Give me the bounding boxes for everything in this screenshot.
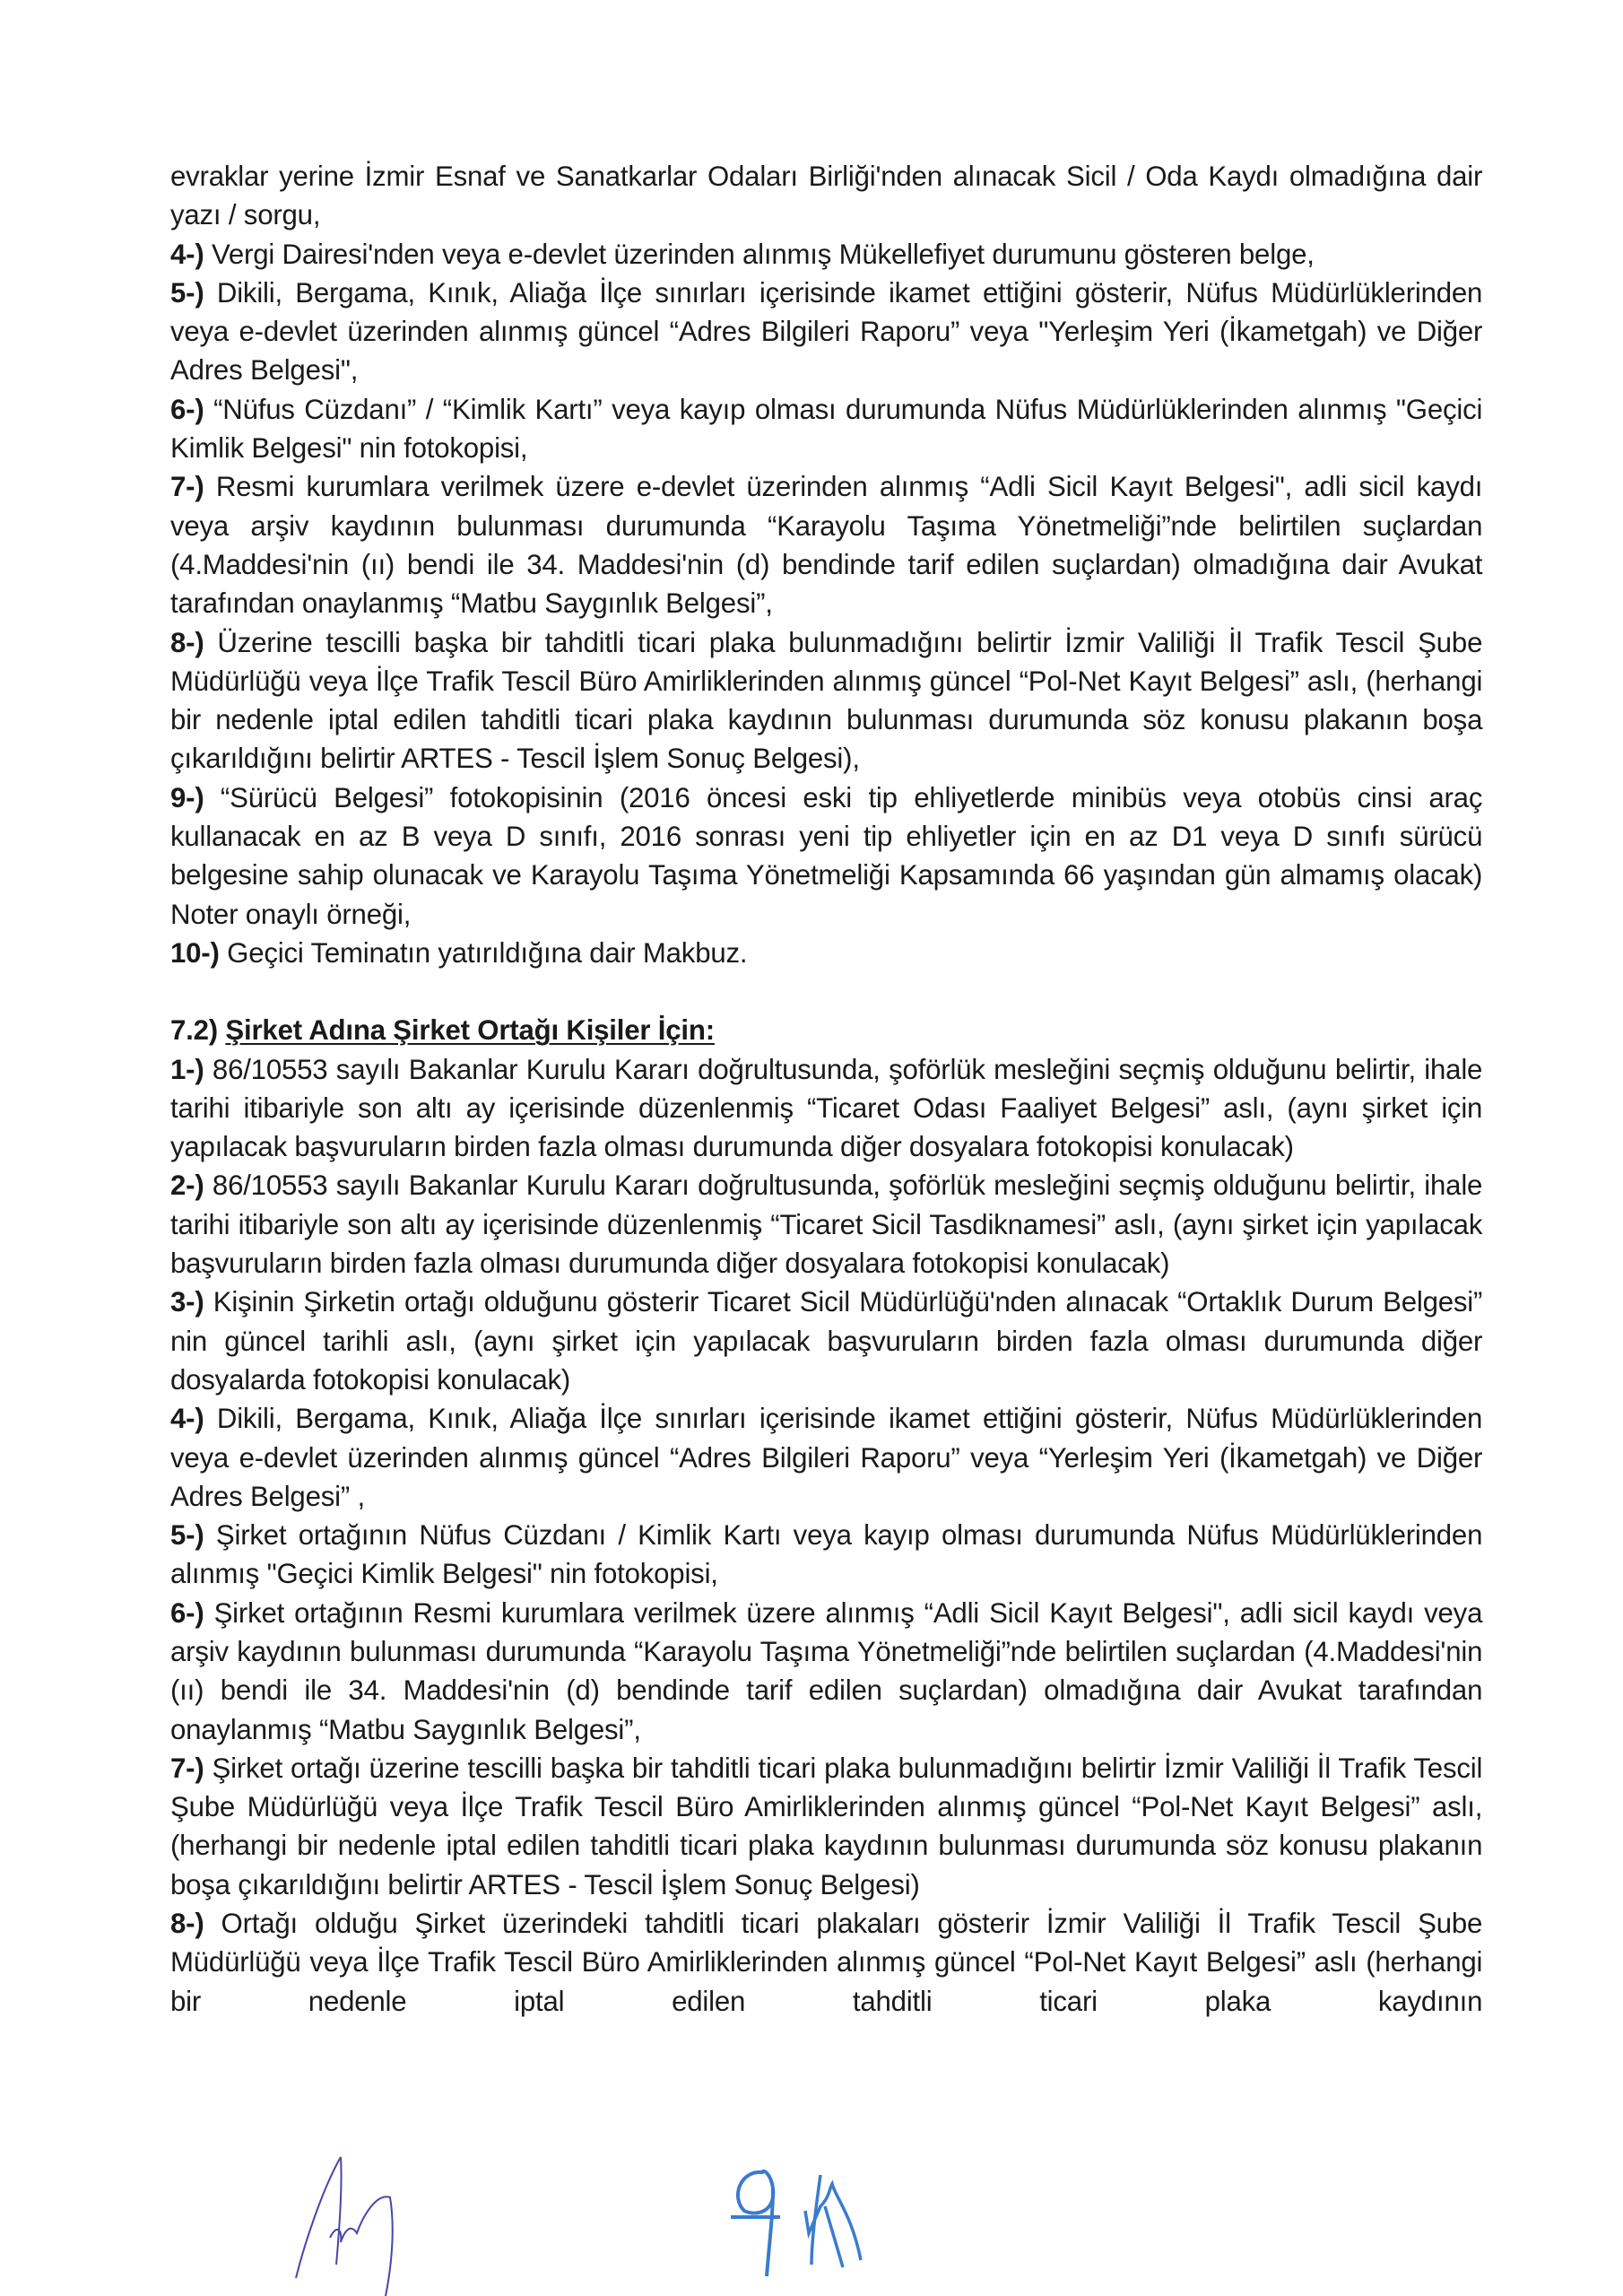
item-text: 86/10553 sayılı Bakanlar Kurulu Kararı doğrultusunda, şoförlük mesleğini seçmiş olduğunu belirtir, ihale tarihi itibariyle son altı ay içerisinde düzenlenmiş “Ticaret Sicil Tasdiknamesi” aslı, (aynı şirket için yapılacak başvuruların birden fazla olması durumunda diğer dosyalara fotokopisi konulacak) xyxy=(170,1169,1483,1280)
item-text: “Nüfus Cüzdanı” / “Kimlik Kartı” veya kayıp olması durumunda Nüfus Müdürlüklerinden alınmış "Geçici Kimlik Belgesi" nin fotokopisi, xyxy=(170,392,1483,465)
item-text: Vergi Dairesi'nden veya e-devlet üzerinden alınmış Mükellefiyet durumunu gösteren belge, xyxy=(204,237,1315,270)
item-number: 2-) xyxy=(170,1169,204,1202)
item-number: 5-) xyxy=(170,275,204,309)
list-item xyxy=(170,623,1482,778)
list-item xyxy=(170,1904,1482,2021)
item-number: 8-) xyxy=(170,625,204,658)
item-number: 3-) xyxy=(170,1285,204,1318)
spacer xyxy=(170,972,1482,1011)
section-number: 7.2) xyxy=(170,1013,226,1047)
section-heading xyxy=(170,1011,1482,1049)
item-text: Dikili, Bergama, Kınık, Aliağa İlçe sınırları içerisinde ikamet ettiğini gösterir, Nüfus Müdürlüklerinden veya e-devlet üzerinden alınmış güncel “Adres Bilgileri Raporu” veya “Yerleşim Yeri (İkametgah) ve Diğer Adres Belgesi” , xyxy=(170,1402,1483,1512)
item-text: 86/10553 sayılı Bakanlar Kurulu Kararı doğrultusunda, şoförlük mesleğini seçmiş olduğunu belirtir, ihale tarihi itibariyle son altı ay içerisinde düzenlenmiş “Ticaret Odası Faaliyet Belgesi” aslı, (aynı şirket için yapılacak başvuruların birden fazla olması durumunda diğer dosyalara fotokopisi konulacak) xyxy=(170,1052,1483,1163)
list-item xyxy=(170,467,1482,622)
item-text: Şirket ortağı üzerine tescilli başka bir tahditli ticari plaka bulunmadığını belirtir İzmir Valiliği İl Trafik Tescil Şube Müdürlüğü veya İlçe Trafik Tescil Büro Amirliklerinden alınmış güncel “Pol-Net Kayıt Belgesi” aslı, (herhangi bir nedenle iptal edilen tahditli ticari plaka kaydının bulunması durumunda söz konusu plakanın boşa çıkarıldığını belirtir ARTES - Tescil İşlem Sonuç Belgesi) xyxy=(170,1751,1483,1900)
list-item xyxy=(170,235,1482,274)
list-item xyxy=(170,1594,1482,1749)
item-number: 6-) xyxy=(170,1596,204,1629)
item-text: Şirket ortağının Nüfus Cüzdanı / Kimlik Kartı veya kayıp olması durumunda Nüfus Müdürlüklerinden alınmış "Geçici Kimlik Belgesi" nin fotokopisi, xyxy=(170,1518,1483,1590)
item-text: Resmi kurumlara verilmek üzere e-devlet üzerinden alınmış “Adli Sicil Kayıt Belgesi", adli sicil kaydı veya arşiv kaydının bulunması durumunda “Karayolu Taşıma Yönetmeliği”nde belirtilen suçlardan (4.Maddesi'nin (ıı) bendi ile 34. Maddesi'nin (d) bendinde tarif edilen suçlardan) olmadığına dair Avukat tarafından onaylanmış “Matbu Saygınlık Belgesi”, xyxy=(170,470,1483,620)
item-number: 8-) xyxy=(170,1907,204,1940)
list-item xyxy=(170,1166,1482,1283)
item-number: 4-) xyxy=(170,237,204,270)
item-number: 1-) xyxy=(170,1052,204,1085)
section-title: Şirket Adına Şirket Ortağı Kişiler İçin: xyxy=(225,1013,715,1047)
item-number: 6-) xyxy=(170,392,204,425)
item-number: 7-) xyxy=(170,1751,204,1784)
signature-left-icon xyxy=(287,2152,466,2296)
item-text: “Sürücü Belgesi” fotokopisinin (2016 öncesi eski tip ehliyetlerde minibüs veya otobüs cinsi araç kullanacak en az B veya D sınıfı, 2016 sonrası yeni tip ehliyetler için en az D1 veya D sınıfı sürücü belgesine sahip olunacak ve Karayolu Taşıma Yönetmeliği Kapsamında 66 yaşından gün almamış olacak) Noter onaylı örneği, xyxy=(170,780,1483,930)
list-item xyxy=(170,390,1482,468)
list-item xyxy=(170,934,1482,972)
list-item xyxy=(170,274,1482,390)
item-number: 9-) xyxy=(170,780,204,813)
item-text: Dikili, Bergama, Kınık, Aliağa İlçe sınırları içerisinde ikamet ettiğini gösterir, Nüfus Müdürlüklerinden veya e-devlet üzerinden alınmış güncel “Adres Bilgileri Raporu” veya "Yerleşim Yeri (İkametgah) ve Diğer Adres Belgesi", xyxy=(170,275,1483,387)
item-text: Şirket ortağının Resmi kurumlara verilmek üzere alınmış “Adli Sicil Kayıt Belgesi", adli sicil kaydı veya arşiv kaydının bulunması durumunda “Karayolu Taşıma Yönetmeliği”nde belirtilen suçlardan (4.Maddesi'nin (ıı) bendi ile 34. Maddesi'nin (d) bendinde tarif edilen suçlardan) olmadığına dair Avukat tarafından onaylanmış “Matbu Saygınlık Belgesi”, xyxy=(170,1596,1483,1745)
item-text: Üzerine tescilli başka bir tahditli ticari plaka bulunmadığını belirtir İzmir Valiliği İl Trafik Tescil Şube Müdürlüğü veya İlçe Trafik Tescil Büro Amirliklerinden alınmış güncel “Pol-Net Kayıt Belgesi” aslı, (herhangi bir nedenle iptal edilen tahditli ticari plaka kaydının bulunması durumunda söz konusu plakanın boşa çıkarıldığını belirtir ARTES - Tescil İşlem Sonuç Belgesi), xyxy=(170,625,1483,775)
item-text: Ortağı olduğu Şirket üzerindeki tahditli ticari plakaları gösterir İzmir Valiliği İl Trafik Tescil Şube Müdürlüğü veya İlçe Trafik Tescil Büro Amirliklerinden alınmış güncel “Pol-Net Kayıt Belgesi” aslı (herhangi bir nedenle iptal edilen tahditli ticari plaka kaydının xyxy=(170,1907,1483,2017)
item-number: 7-) xyxy=(170,470,204,503)
list-item xyxy=(170,1399,1482,1516)
list-item xyxy=(170,1749,1482,1904)
list-item xyxy=(170,1050,1482,1167)
item-text: Geçici Teminatın yatırıldığına dair Makbuz. xyxy=(219,935,748,969)
item-text: Kişinin Şirketin ortağı olduğunu gösterir Ticaret Sicil Müdürlüğü'nden alınacak “Ortaklık Durum Belgesi” nin güncel tarihli aslı, (aynı şirket için yapılacak başvuruların birden fazla olması durumunda diğer dosyalarda fotokopisi konulacak) xyxy=(170,1285,1483,1396)
list-item xyxy=(170,1516,1482,1594)
list-item xyxy=(170,1283,1482,1399)
continuation-paragraph: evraklar yerine İzmir Esnaf ve Sanatkarlar Odaları Birliği'nden alınacak Sicil / Oda Kaydı olmadığına dair yazı / sorgu, xyxy=(170,160,1483,231)
item-number: 5-) xyxy=(170,1518,204,1552)
item-number: 4-) xyxy=(170,1402,204,1435)
list-item xyxy=(170,778,1482,934)
signature-right-icon xyxy=(726,2161,879,2287)
document-body xyxy=(170,157,1482,2021)
item-number: 10-) xyxy=(170,935,220,969)
